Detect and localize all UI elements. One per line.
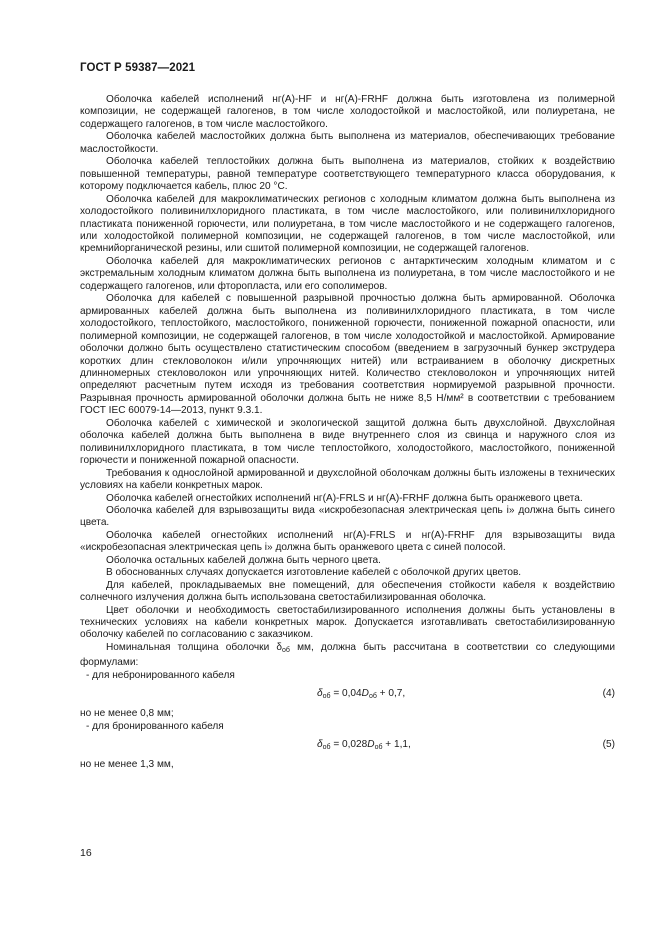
document-body [80, 94, 615, 772]
formula-5-expression: $\delta_{об} = 0,028D_{об} + 1,1$, [317, 739, 411, 752]
paragraph-hf-sheath: Оболочка кабелей исполнений нг(А)-HF и нг(А)-FRHF должна быть изготовлена из полимерной композиции, не содержащей галогенов, в том числе холодостойкой и маслостойкой, или полиуретана, не содержащего галогенов, в том числе маслостойкого. [80, 94, 615, 130]
formula-5-note: но не менее 1,3 мм, [80, 759, 174, 771]
paragraph-antarctic-climate: Оболочка кабелей для макроклиматических регионов с антарктическим холодным климатом и с экстремальным холодным климатом должна быть выполнена из полиуретана, в том числе маслостойкого и не содержащего галогенов, или фторопласта, или его сополимеров. [80, 255, 615, 292]
paragraph-orange-color: Оболочка кабелей огнестойких исполнений нг(А)-FRLS и нг(А)-FRHF должна быть оранжевого цвета. [106, 492, 583, 504]
paragraph-oil-resistant: Оболочка кабелей маслостойких должна быть выполнена из материалов, обеспечивающих требование маслостойкости. [80, 131, 615, 155]
formula-5 [80, 733, 615, 759]
formula-4-note: но не менее 0,8 мм; [80, 708, 174, 720]
paragraph-reinforced-sheath: Оболочка для кабелей с повышенной разрывной прочностью должна быть армированной. Оболочка армированных кабелей должна быть выполнена из поливинилхлоридного пластиката, в том числе холодостойкого, теплостойкого, маслостойкого, пониженной горючести, пониженной пожарной опасности, или полимерной композиции, не содержащей галогенов, в том числе холодостойкой и маслостойкой. Армирование оболочки должно быть осуществлено статистическим способом (введением в загрузочный бункер экструдера коротких длин стекловолокон и/или упрочняющих нитей) или встраиванием в оболочку дискретных длинномерных стекловолокон или упрочняющих нитей. Количество стекловолокон и упрочняющих нитей определяют расчетным путем исходя из требования соответствия нормируемой разрывной прочности. Разрывная прочность армированной оболочки должна быть не ниже 8,5 Н/мм² в соответствии с требованием ГОСТ IEC 60079-14—2013, пункт 9.3.1. [80, 293, 615, 417]
paragraph-other-colors: В обоснованных случаях допускается изготовление кабелей с оболочкой других цветов. [106, 567, 522, 579]
document-header: ГОСТ Р 59387—2021 [80, 62, 196, 74]
paragraph-orange-blue-stripe: Оболочка кабелей огнестойких исполнений нг(А)-FRLS и нг(А)-FRHF для взрывозащиты вида «искробезопасная электрическая цепь i» должна быть оранжевого цвета с синей полосой. [80, 529, 615, 554]
formula-5-number: (5) [602, 739, 615, 751]
paragraph-heat-resistant: Оболочка кабелей теплостойких должна быть выполнена из материалов, стойких к воздействию повышенной температуры, равной температуре соответствующего температурного класса оборудования, к которому подключается кабель, плюс 20 °С. [80, 156, 615, 193]
paragraph-blue-color: Оболочка кабелей для взрывозащиты вида «искробезопасная электрическая цепь i» должна быть синего цвета. [80, 504, 615, 529]
paragraph-nominal-thickness: Номинальная толщина оболочки $\delta_{об}$ мм, должна быть рассчитана в соответствии со следующими формулами: [80, 641, 615, 669]
paragraph-two-layer-sheath: Оболочка кабелей с химической и экологической защитой должна быть двухслойной. Двухслойная оболочка кабелей должна быть выполнена в виде внутреннего слоя из свинца и наружного слоя из поливинилхлоридного пластиката, в том числе теплостойкого, холодостойкого, маслостойкого, пониженной горючести и пониженной пожарной опасности. [80, 417, 615, 467]
paragraph-black-color: Оболочка остальных кабелей должна быть черного цвета. [106, 554, 381, 566]
formula-4-expression: $\delta_{об} = 0,04D_{об} + 0,7$, [317, 688, 406, 701]
formula-4 [80, 682, 615, 708]
paragraph-cold-climate: Оболочка кабелей для макроклиматических регионов с холодным климатом должна быть выполнена из холодостойкого поливинилхлоридного пластиката, в том числе маслостойкого, или поливинилхлоридного пластиката пониженной горючести, или полиуретана, в том числе маслостойкого и не содержащего галогенов, или холодостойкой полимерной композиции, не содержащей галогенов, в том числе маслостойкой, или кремнийорганической резины, или сшитой полимерной композиции, не содержащей галогенов. [80, 193, 615, 255]
paragraph-color-spec: Цвет оболочки и необходимость светостабилизированного исполнения должны быть установлены в технических условиях на кабели конкретных марок. Допускается изготавливать светостабилизированную оболочку кабелей по согласованию с заказчиком. [80, 604, 615, 641]
bullet-armored: - для бронированного кабеля [86, 720, 224, 732]
page-number: 16 [80, 847, 92, 859]
paragraph-light-stabilized: Для кабелей, прокладываемых вне помещений, для обеспечения стойкости кабеля к воздействию солнечного излучения должна быть использована светостабилизированная оболочка. [80, 579, 615, 604]
bullet-unarmored: - для небронированного кабеля [86, 669, 235, 681]
paragraph-requirements: Требования к однослойной армированной и двухслойной оболочкам должны быть изложены в технических условиях на кабели конкретных марок. [80, 467, 615, 492]
formula-4-number: (4) [602, 688, 615, 700]
